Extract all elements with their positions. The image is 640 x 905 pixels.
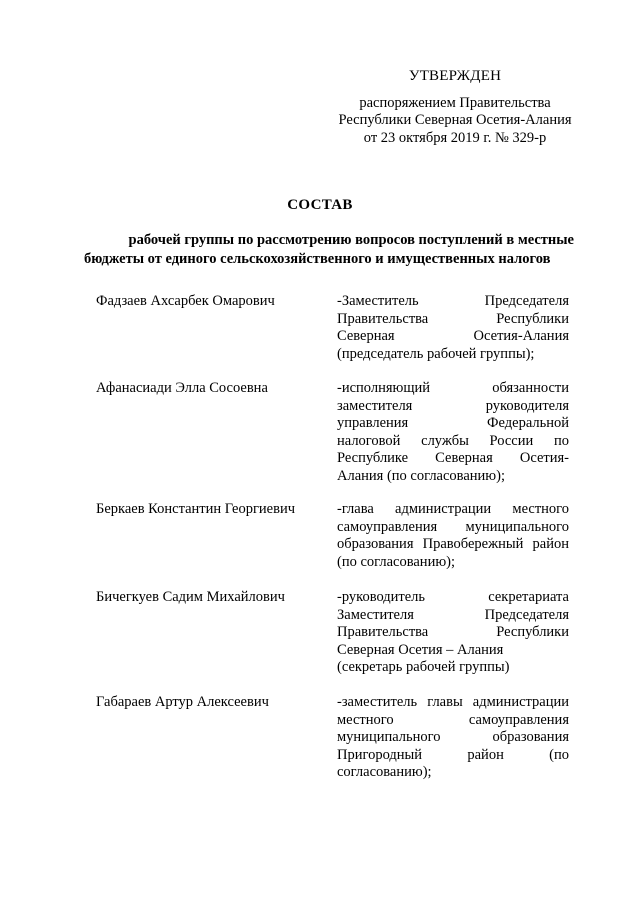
member-role-line: муниципального образования <box>337 729 569 745</box>
member-name: Фадзаев Ахсарбек Омарович <box>96 293 275 309</box>
member-role-line: (секретарь рабочей группы) <box>337 659 510 675</box>
member-role <box>337 501 569 571</box>
member-role <box>337 293 569 363</box>
member-entry-4 <box>96 589 571 694</box>
member-role-line: Правительства Республики <box>337 624 569 640</box>
member-name: Афанасиади Элла Сосоевна <box>96 380 268 396</box>
member-entry-2 <box>96 380 571 501</box>
approval-heading: УТВЕРЖДЕН <box>408 68 502 84</box>
members-list <box>96 293 571 799</box>
approval-line-3: от 23 октября 2019 г. № 329-р <box>363 129 547 146</box>
member-entry-3 <box>96 501 571 589</box>
member-role-line: Северная Осетия – Алания <box>337 641 504 658</box>
document-title: СОСТАВ <box>287 197 353 213</box>
member-entry-1 <box>96 293 571 380</box>
member-role-line: управления Федеральной <box>337 415 569 431</box>
member-role-line: самоуправления муниципального <box>337 518 569 535</box>
member-role <box>337 380 569 485</box>
member-role-line: -исполняющий обязанности <box>337 380 569 396</box>
member-role-line: (по согласованию); <box>337 553 456 570</box>
member-role-line: Заместителя Председателя <box>337 606 569 623</box>
member-role-line: Алания (по согласованию); <box>337 467 505 484</box>
member-role-line: -Заместитель Председателя <box>337 293 569 309</box>
document-subtitle <box>84 231 574 269</box>
approval-line-2: Республики Северная Осетия-Алания <box>338 112 572 128</box>
member-role-line: согласованию); <box>337 764 432 780</box>
member-role-line: -руководитель секретариата <box>337 589 569 605</box>
member-entry-5 <box>96 694 571 799</box>
approval-line-1: распоряжением Правительства <box>359 94 551 111</box>
member-role-line: -заместитель главы администрации <box>337 694 569 710</box>
member-role-line: Правительства Республики <box>337 310 569 327</box>
member-role-line: -глава администрации местного <box>337 501 569 517</box>
member-role-line: налоговой службы России по <box>337 432 569 449</box>
member-role <box>337 589 569 677</box>
member-role-line: (председатель рабочей группы); <box>337 345 535 362</box>
approval-block <box>330 68 580 147</box>
member-role-line: образования Правобережный район <box>337 536 569 552</box>
member-role-line: Республике Северная Осетия- <box>337 450 569 466</box>
member-name: Беркаев Константин Георгиевич <box>96 501 296 517</box>
member-name: Бичегкуев Садим Михайлович <box>96 589 285 605</box>
subtitle-line-1: рабочей группы по рассмотрению вопросов поступлений в местные <box>128 232 574 248</box>
member-role-line: местного самоуправления <box>337 711 569 728</box>
member-name: Габараев Артур Алексеевич <box>96 694 269 710</box>
member-role-line: Северная Осетия-Алания <box>337 328 569 344</box>
member-role-line: Пригородный район (по <box>337 746 569 763</box>
subtitle-line-2: бюджеты от единого сельскохозяйственного и имущественных налогов <box>84 251 551 267</box>
member-role <box>337 694 569 782</box>
member-role-line: заместителя руководителя <box>337 397 569 414</box>
